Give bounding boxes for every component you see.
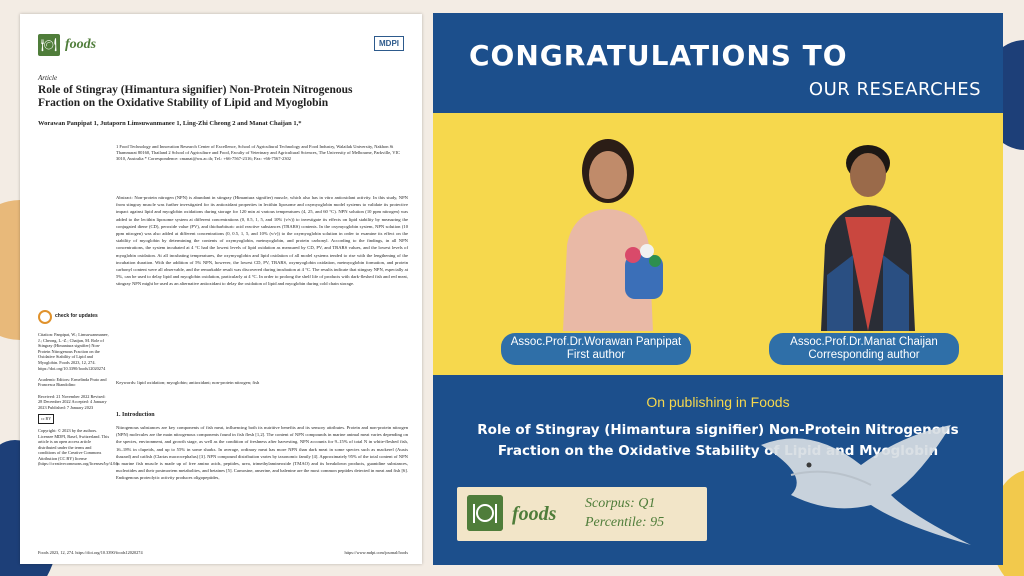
congratulations-heading: CONGRATULATIONS TO (469, 39, 848, 72)
stingray-illustration (751, 405, 981, 555)
paper-page (20, 14, 422, 564)
scorpus-rank: Scorpus: Q1 (585, 496, 656, 511)
researcher-2-name: Assoc.Prof.Dr.Manat Chaijan (790, 336, 938, 348)
researcher-2-label (769, 333, 959, 365)
percentile: Percentile: 95 (585, 515, 665, 530)
intro-text: Nitrogenous substances are key components of fish meat, influencing both its nutritive benefits and its sensory attributes. Protein and non-protein nitrogen (NPN) molecules are the main nitrogenous components found in fish flesh [1,2]. The content of NPN compounds in marine animal meat varies depending on the species, environment, and growth stage, as well as the condition of freshness after harvesting. NPN accounts for 9–15% of total N in white-fleshed fish, 16–18% in clupeids, and up to 55% in some sharks. In average, ordinary meat has more NPN than dark meat in some species such as mackerel (Auxis thazard) and catfish (Clarias macrocephalus) [3]. NPN compound distribution varies by taxonomic family [4]. Approximately 95% of the total content of NPN in marine fish muscle is made up of free amino acids, peptides, urea, trimethylamineoxide (TMAO) and its breakdown products, guanidine substances, nucleotides and their postmortem metabolites, and betaines [5]. Carnosine, anserine, and balenine are the most common peptides detected in meat and fish [6]. Endogenous proteolytic activity produces oligopeptides, (116, 425, 408, 481)
foods-logo-icon: 🍽 (38, 34, 60, 56)
dates: Received: 21 November 2022 Revised: 28 December 2022 Accepted: 4 January 2023 Published: 7 January 2023 (38, 393, 107, 410)
published-paper-title-line1: Role of Stingray (Himantura signifier) Non-Protein Nitrogenous (477, 422, 959, 438)
copyright: Copyright: © 2023 by the authors. Licensee MDPI, Basel, Switzerland. This article is an open access article distributed under the terms and conditions of the Creative Commons Attribution (CC BY) license (https://creativecommons.org/licenses/by/4.0/). (38, 427, 119, 467)
poster (433, 13, 1003, 565)
published-paper-title-line2: Fraction on the Oxidative Stability of Lipid and Myoglobin (497, 443, 939, 459)
paper-affiliations: 1 Food Technology and Innovation Research Center of Excellence, School of Agricultural Technology and Food Industry, Walailak University, Nakhon Si Thammarat 80160, Thailand 2 School of Agriculture and Food, Faculty of Veterinary and Agricultural Sciences, The University of Melbourne, Parkville, VIC 3010, Australia * Correspondence: cmanat@wu.ac.th; Tel.: +66-7567-2316; Fax: +66-7567-2302 (116, 144, 400, 161)
journal-metrics (585, 494, 664, 532)
mdpi-logo: MDPI (374, 36, 404, 51)
our-researches-subheading: OUR RESEARCHES (808, 79, 981, 100)
paper-sidebar (38, 310, 119, 467)
paper-keywords: Keywords: lipid oxidation; myoglobin; antioxidant; non-protein nitrogen; fish (116, 380, 260, 385)
footer-citation: Foods 2023, 12, 274. https://doi.org/10.3390/foods12020274 (38, 550, 143, 555)
researcher-1-photo (533, 125, 683, 331)
researcher-1-name: Assoc.Prof.Dr.Worawan Panpipat (510, 336, 682, 348)
on-publishing-text: On publishing in Foods (646, 394, 790, 410)
paper-footer (38, 550, 408, 555)
paper-abstract: Abstract: Non-protein nitrogen (NPN) is abundant in stingray (Himantura signifier) muscle, which also has in vitro antioxidant activity. In this study, NPN from stingray muscle was further investigated for its antioxidant properties in lecithin liposome and oxymyoglobin model systems to validate its protective impact against lipid and myoglobin oxidations during storage for 120 min at various temperatures (4, 25, and 60 °C). NPN solution (10 ppm nitrogen) was added to the lecithin liposome system at different concentrations (0, 0.5, 1, 5, and 10% (v/v)) to investigate its effects on lipid stability by measuring the conjugated diene (CD), peroxide value (PV), and thiobarbituric acid reactive substances (TBARS) contents. In the oxymyoglobin system, NPN solution (10 ppm nitrogen) was also added at different concentrations (0, 0.5, 1, 5, and 10% (v/v)) to the oxymyoglobin solution in order to examine its effect on the stability of myoglobin by determining the contents of oxymyoglobin, metmyoglobin, and protein carbonyl. According to the findings, in all NPN concentrations, the system incubated at 4 °C had the lowest levels of lipid oxidation as measured by CD, PV, and TBARS values, and the lowest levels of myoglobin oxidation. At all incubating temperatures, the oxymyoglobin and lipid oxidation of all model systems tended to rise with the lengthening of the incubation duration. With the addition of 5% NPN, however, the lowest CD, PV, TBARS, oxymyoglobin oxidation, metmyoglobin formation, and protein carbonyl content were all observable, and the remarkable result was discovered during incubation at 4 °C. The results indicate that stingray NPN, especially at 5%, can be used to delay lipid and myoglobin oxidation, particularly at 4 °C. In order to prolong the shelf life of products with dark-fleshed fish and red meat, stingray NPN might be used as an alternative antioxidant to delay the oxidation of lipid and myoglobin during cold chain storage. (116, 195, 408, 287)
paper-authors: Worawan Panpipat 1, Jutaporn Limsuwanmanee 1, Ling-Zhi Cheong 2 and Manat Chaijan 1,* (38, 120, 302, 127)
researcher-2-photo (793, 125, 943, 331)
footer-url: https://www.mdpi.com/journal/foods (344, 550, 408, 555)
check-updates-icon (38, 310, 52, 324)
citation: Citation: Panpipat, W.; Limsuwanmanee, J.; Cheong, L.-Z.; Chaijan, M. Role of Stingray (Himantura signifier) Non-Protein Nitrogenous Fraction on the Oxidative Stability of Lipid and Myoglobin. Foods 2023, 12, 274. https://doi.org/10.3390/foods12020274 (38, 332, 109, 371)
journal-name: foods (512, 503, 557, 525)
academic-editors: Academic Editors: Ermelinda Prato and Francesca Biandolino (38, 376, 107, 388)
researcher-1-role: First author (566, 349, 626, 361)
check-updates-label: check for updates (55, 313, 98, 320)
paper-journal-logo (38, 34, 96, 56)
foods-logo-icon (467, 495, 503, 531)
cc-by-icon: cc BY (38, 414, 54, 424)
intro-heading: 1. Introduction (116, 412, 155, 418)
journal-info-box (457, 487, 707, 541)
paper-journal-name: foods (65, 37, 97, 52)
check-updates-badge[interactable] (38, 310, 110, 324)
article-type: Article (38, 74, 58, 82)
paper-title: Role of Stingray (Himantura signifier) Non-Protein Nitrogenous Fraction on the Oxidative Stability of Lipid and Myoglobin (38, 84, 353, 109)
researcher-1-label (501, 333, 691, 365)
researcher-2-role: Corresponding author (808, 349, 920, 361)
